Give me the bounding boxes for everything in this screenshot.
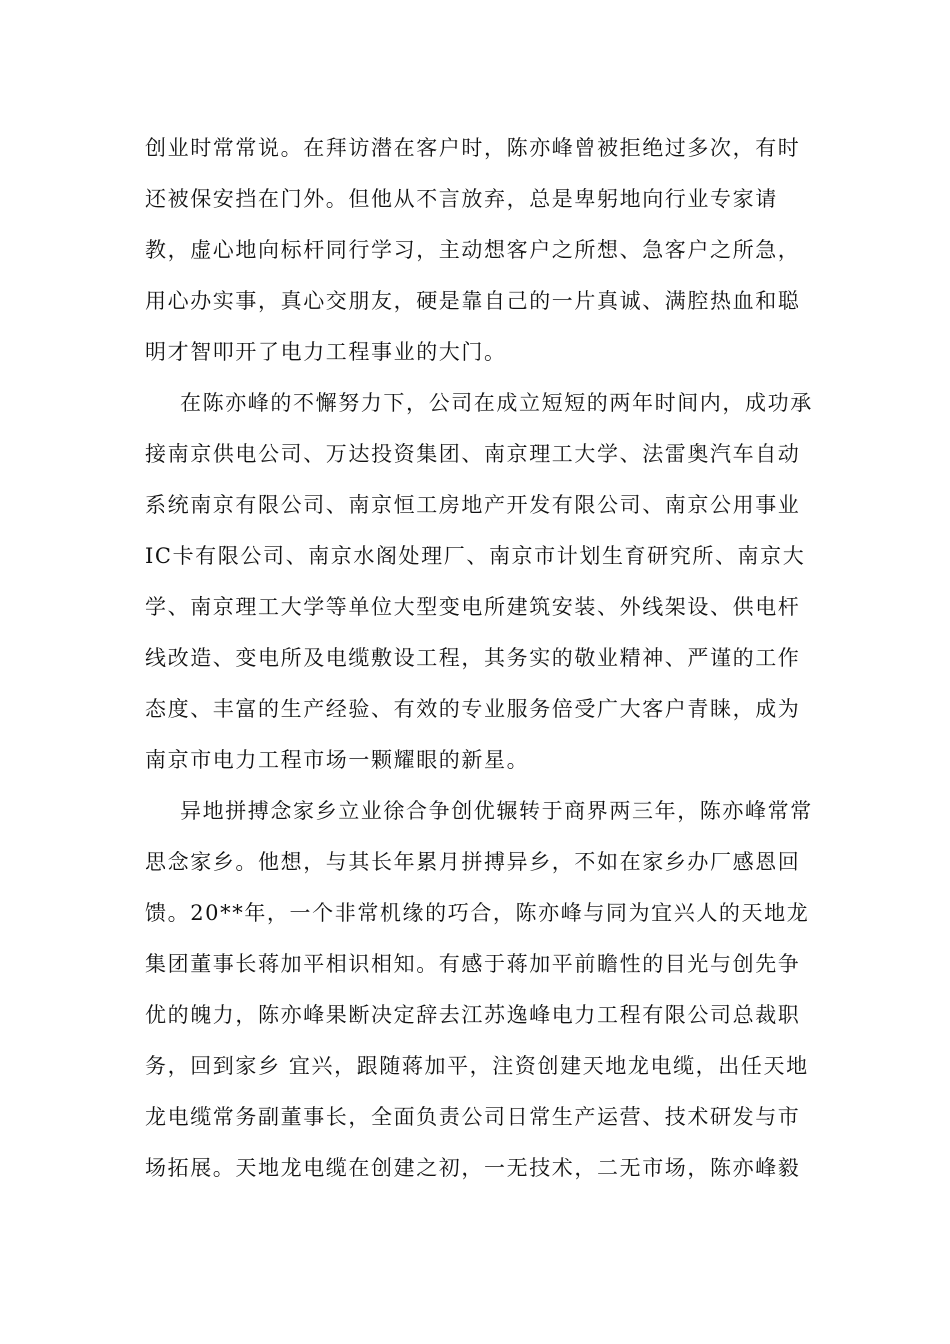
paragraph-3-line-1: 异地拼搏念家乡立业徐合争创优辗转于商界两三年，陈亦峰常常: [180, 799, 813, 823]
paragraph-1-line-4: 用心办实事，真心交朋友，硬是靠自己的一片真诚、满腔热血和聪: [145, 289, 801, 313]
paragraph-1-line-5: 明才智叩开了电力工程事业的大门。: [145, 340, 507, 364]
paragraph-3-line-5: 优的魄力，陈亦峰果断决定辞去江苏逸峰电力工程有限公司总裁职: [145, 1003, 801, 1027]
paragraph-2-line-1: 在陈亦峰的不懈努力下，公司在成立短短的两年时间内，成功承: [180, 391, 813, 415]
paragraph-3-line-8: 场拓展。天地龙电缆在创建之初，一无技术，二无市场，陈亦峰毅: [145, 1156, 801, 1180]
paragraph-3-line-6: 务，回到家乡 宜兴，跟随蒋加平，注资创建天地龙电缆，出任天地: [145, 1054, 809, 1078]
paragraph-1-line-3: 教，虚心地向标杆同行学习，主动想客户之所想、急客户之所急，: [145, 238, 801, 262]
paragraph-2-line-6: 线改造、变电所及电缆敷设工程，其务实的敬业精神、严谨的工作: [145, 646, 801, 670]
paragraph-2-line-8: 南京市电力工程市场一颗耀眼的新星。: [145, 748, 530, 772]
paragraph-2-line-4: IC卡有限公司、南京水阁处理厂、南京市计划生育研究所、南京大: [145, 544, 806, 568]
paragraph-3-line-3: 馈。20**年，一个非常机缘的巧合，陈亦峰与同为宜兴人的天地龙: [145, 901, 810, 925]
paragraph-2-line-2: 接南京供电公司、万达投资集团、南京理工大学、法雷奥汽车自动: [145, 442, 801, 466]
paragraph-3-line-7: 龙电缆常务副董事长，全面负责公司日常生产运营、技术研发与市: [145, 1105, 801, 1129]
paragraph-2-line-5: 学、南京理工大学等单位大型变电所建筑安装、外线架设、供电杆: [145, 595, 801, 619]
paragraph-3-line-2: 思念家乡。他想，与其长年累月拼搏异乡，不如在家乡办厂感恩回: [145, 850, 801, 874]
paragraph-2-line-7: 态度、丰富的生产经验、有效的专业服务倍受广大客户青睐，成为: [145, 697, 801, 721]
paragraph-1-line-2: 还被保安挡在门外。但他从不言放弃，总是卑躬地向行业专家请: [145, 187, 778, 211]
paragraph-1-line-1: 创业时常常说。在拜访潜在客户时，陈亦峰曾被拒绝过多次，有时: [145, 136, 801, 160]
paragraph-2-line-3: 系统南京有限公司、南京恒工房地产开发有限公司、南京公用事业: [145, 493, 801, 517]
paragraph-3-line-4: 集团董事长蒋加平相识相知。有感于蒋加平前瞻性的目光与创先争: [145, 952, 801, 976]
